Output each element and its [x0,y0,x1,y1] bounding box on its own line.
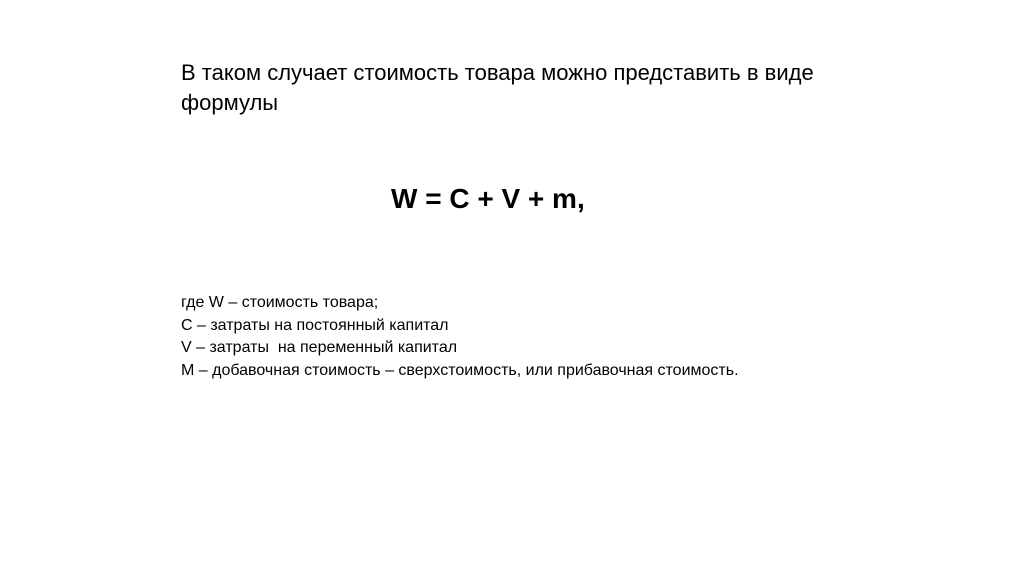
legend-item-m: М – добавочная стоимость – сверхстоимость, или прибавочная стоимость. [181,361,739,379]
legend-item-w: где W – стоимость товара; [181,294,379,311]
formula: W = C + V + m, [391,183,585,214]
intro-text [181,58,881,118]
intro-line: формулы [181,90,279,115]
formula-legend [181,292,739,382]
legend-item-c: С – затраты на постоянный капитал [181,316,449,334]
legend-item-v: V – затраты на переменный капитал [181,339,458,356]
intro-line: В таком случает стоимость товара можно представить в виде [181,60,814,85]
